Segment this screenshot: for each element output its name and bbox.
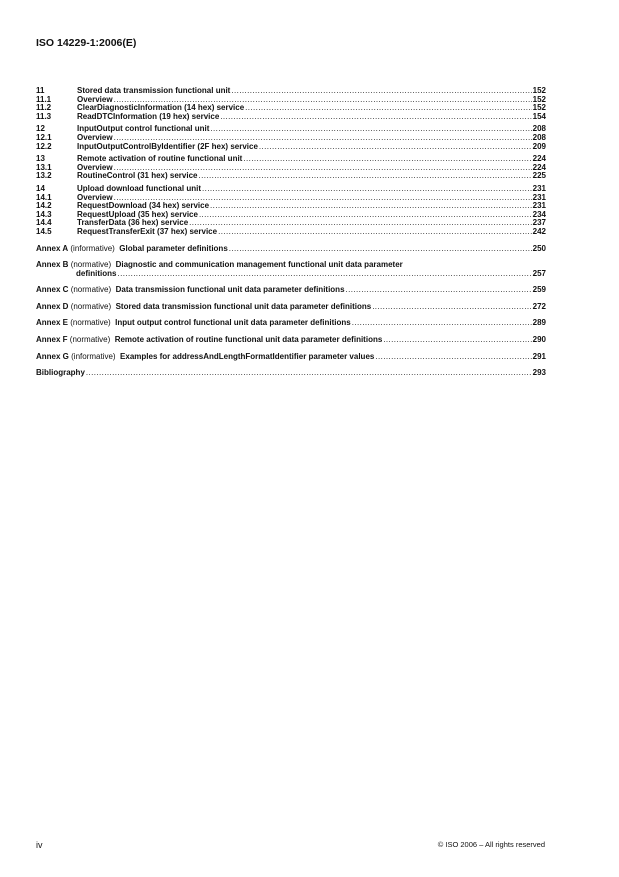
toc-entry-page: 152 — [532, 94, 546, 104]
toc-entry-title[interactable]: RequestDownload (34 hex) service — [77, 201, 210, 211]
annex-type: (normative) — [69, 335, 111, 345]
annex-type: (informative) — [71, 351, 116, 361]
annex-label[interactable]: Annex B — [36, 260, 69, 270]
dot-leader — [218, 228, 532, 237]
toc-entry-page: 237 — [532, 218, 546, 228]
annex-page: 289 — [532, 318, 546, 328]
toc-entry-page: 231 — [532, 201, 546, 211]
toc-entry-title[interactable]: Stored data transmission functional unit — [77, 86, 231, 95]
toc-annex-entry[interactable] — [36, 336, 546, 345]
annex-title[interactable]: Diagnostic and communication management functional unit data parameter — [115, 260, 403, 270]
toc-annex-line — [36, 303, 546, 312]
toc-annex-line — [36, 245, 546, 254]
toc-entry-page: 208 — [532, 132, 546, 142]
dot-leader — [189, 219, 531, 228]
toc-entry-title[interactable]: Upload download functional unit — [77, 183, 201, 193]
document-header: ISO 14229-1:2006(E) — [36, 37, 137, 49]
annex-page: 290 — [532, 335, 546, 345]
annex-type: (informative) — [70, 243, 115, 253]
annex-label[interactable]: Annex C — [36, 285, 69, 295]
annex-title[interactable]: Remote activation of routine functional unit data parameter definitions — [114, 335, 383, 345]
dot-leader — [202, 185, 532, 194]
toc-entry[interactable] — [36, 113, 546, 122]
toc-entry-page: 225 — [532, 171, 546, 181]
annex-label[interactable]: Annex F — [36, 335, 68, 345]
toc-section — [36, 155, 546, 181]
annex-type: (normative) — [70, 260, 112, 270]
annex-type: (normative) — [70, 318, 111, 328]
dot-leader — [231, 87, 531, 96]
toc-entry-number: 13 — [36, 154, 45, 164]
toc-entry-page: 209 — [532, 141, 546, 151]
annex-label[interactable]: Annex A — [36, 243, 69, 253]
toc-entry-number: 12 — [36, 124, 45, 134]
annex-page: 291 — [532, 351, 546, 361]
toc-entry-number: 14 — [36, 183, 45, 193]
annex-page: 257 — [532, 268, 546, 278]
toc-entry-title[interactable]: Remote activation of routine functional unit — [77, 154, 243, 164]
toc-annex-entry[interactable] — [36, 261, 546, 278]
dot-leader — [243, 155, 531, 164]
toc-entry-page: 224 — [532, 162, 546, 172]
dot-leader — [210, 202, 532, 211]
toc-entry-number: 12.1 — [36, 132, 52, 142]
toc-section — [36, 125, 546, 151]
toc-entry-title[interactable]: ReadDTCInformation (19 hex) service — [77, 111, 220, 121]
toc-entry-page: 152 — [532, 86, 546, 95]
annex-label[interactable]: Annex E — [36, 318, 69, 328]
toc-annex-entry[interactable] — [36, 353, 546, 362]
annex-page: 272 — [532, 301, 546, 311]
annex-title[interactable]: Input output control functional unit data parameter definitions — [115, 318, 351, 328]
dot-leader — [375, 353, 531, 362]
toc-entry-page: 231 — [532, 183, 546, 193]
toc-entry-title[interactable]: InputOutputControlByIdentifier (2F hex) service — [77, 141, 258, 151]
toc-section — [36, 87, 546, 121]
annex-page: 250 — [532, 243, 546, 253]
dot-leader — [245, 104, 531, 113]
toc-entry-title[interactable]: RequestTransferExit (37 hex) service — [77, 226, 218, 236]
dot-leader — [259, 143, 532, 152]
annex-label[interactable]: Annex G — [36, 351, 69, 361]
toc-entry-title[interactable]: Overview — [77, 192, 113, 202]
dot-leader — [352, 319, 532, 328]
dot-leader — [220, 113, 531, 122]
dot-leader — [199, 211, 532, 220]
toc-annex-line — [36, 353, 546, 362]
bibliography-title[interactable]: Bibliography — [36, 368, 85, 378]
toc-entry-number: 14.5 — [36, 226, 52, 236]
toc-entry-page: 234 — [532, 209, 546, 219]
toc-entry-page: 231 — [532, 192, 546, 202]
toc-entry-number: 11.3 — [36, 111, 52, 121]
dot-leader — [383, 336, 531, 345]
dot-leader — [210, 125, 531, 134]
annex-title[interactable]: Examples for addressAndLengthFormatIdentifier parameter values — [120, 351, 375, 361]
toc-entry-number: 11.1 — [36, 94, 52, 104]
bibliography-page: 293 — [532, 368, 546, 378]
toc-annex-line — [36, 336, 546, 345]
toc-entry[interactable] — [36, 143, 546, 152]
annex-page: 259 — [532, 285, 546, 295]
dot-leader — [117, 270, 531, 279]
toc-annex-line — [36, 270, 546, 279]
annex-type: (normative) — [70, 301, 112, 311]
toc-entry-page: 208 — [532, 124, 546, 134]
toc-entry-title[interactable]: Overview — [77, 132, 113, 142]
toc-entry-number: 13.2 — [36, 171, 52, 181]
toc-entry-number: 14.4 — [36, 218, 52, 228]
toc-annex-entry[interactable] — [36, 303, 546, 312]
toc-annex-entry[interactable] — [36, 245, 546, 254]
dot-leader — [372, 303, 531, 312]
annex-title-continued[interactable]: definitions — [76, 268, 117, 278]
toc-entry-title[interactable]: ClearDiagnosticInformation (14 hex) service — [77, 103, 245, 113]
toc-entry-number: 12.2 — [36, 141, 52, 151]
toc-entry[interactable] — [36, 228, 546, 237]
toc-entry[interactable] — [36, 172, 546, 181]
toc-entry-number: 11.2 — [36, 103, 52, 113]
copyright-notice: © ISO 2006 – All rights reserved — [437, 840, 545, 849]
toc-entry-number: 14.3 — [36, 209, 52, 219]
toc-entry-title[interactable]: TransferData (36 hex) service — [77, 218, 189, 228]
toc-annex-entry[interactable] — [36, 286, 546, 295]
annex-title[interactable]: Global parameter definitions — [119, 243, 228, 253]
toc-entry-page: 224 — [532, 154, 546, 164]
toc-entry-page: 152 — [532, 103, 546, 113]
annex-label[interactable]: Annex D — [36, 301, 69, 311]
toc-entry-title[interactable]: RequestUpload (35 hex) service — [77, 209, 198, 219]
toc-entry-page: 242 — [532, 226, 546, 236]
toc-entry-number: 13.1 — [36, 162, 52, 172]
annex-type: (normative) — [70, 285, 112, 295]
toc-section — [36, 185, 546, 237]
toc-annex-line — [36, 286, 546, 295]
toc-entry-number: 14.2 — [36, 201, 52, 211]
table-of-contents — [36, 87, 546, 378]
dot-leader — [198, 172, 531, 181]
toc-annex-entry[interactable] — [36, 319, 546, 328]
dot-leader — [229, 245, 532, 254]
annex-title[interactable]: Data transmission functional unit data parameter definitions — [115, 285, 345, 295]
toc-entry-title[interactable]: Overview — [77, 94, 113, 104]
dot-leader — [86, 369, 532, 378]
toc-annex-line — [36, 319, 546, 328]
toc-entry-title[interactable]: InputOutput control functional unit — [77, 124, 210, 134]
toc-entry-title[interactable]: Overview — [77, 162, 113, 172]
toc-bibliography[interactable] — [36, 369, 546, 378]
toc-bibliography-line — [36, 369, 546, 378]
annex-title[interactable]: Stored data transmission functional unit data parameter definitions — [115, 301, 372, 311]
dot-leader — [346, 286, 532, 295]
toc-entry-page: 154 — [532, 111, 546, 121]
toc-entry-title[interactable]: RoutineControl (31 hex) service — [77, 171, 198, 181]
page-number: iv — [36, 840, 43, 850]
toc-entry-number: 14.1 — [36, 192, 52, 202]
toc-entry-number: 11 — [36, 86, 45, 95]
